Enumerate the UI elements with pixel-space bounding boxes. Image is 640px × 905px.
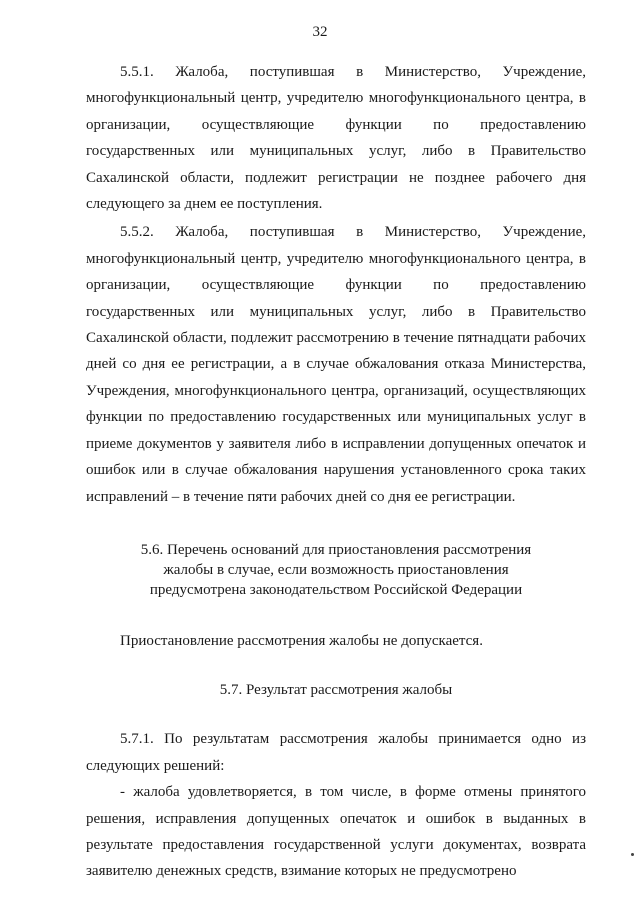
section-heading-5-6-line-3: предусмотрена законодательством Российской Федерации	[149, 581, 523, 598]
scan-speck	[631, 853, 634, 856]
page-number: 32	[312, 24, 328, 40]
paragraph-5-5-2: 5.5.2. Жалоба, поступившая в Министерство, Учреждение, многофункциональный центр, учредителю многофункционального центра, в организации, осуществляющие функции по предоставлению государственных или муниципальных услуг, либо в Правительство Сахалинской области, подлежит рассмотрению в течение пятнадцати рабочих дней со дня ее регистрации, а в случае обжалования отказа Министерства, Учреждения, многофункционального центра, организаций, осуществляющих функции по предоставлению государственных или муниципальных услуг в приеме документов у заявителя либо в исправлении допущенных опечаток и ошибок или в случае обжалования нарушения установленного срока таких исправлений – в течение пяти рабочих дней со дня ее регистрации.	[86, 224, 586, 505]
paragraph-5-7-1: 5.7.1. По результатам рассмотрения жалобы принимается одно из следующих решений:	[86, 731, 586, 774]
section-heading-5-6	[86, 540, 586, 600]
section-heading-5-6-line-1: 5.6. Перечень оснований для приостановления рассмотрения	[140, 541, 532, 558]
paragraph-5-5-1: 5.5.1. Жалоба, поступившая в Министерство, Учреждение, многофункциональный центр, учредителю многофункционального центра, в организации, осуществляющие функции по предоставлению государственных или муниципальных услуг, либо в Правительство Сахалинской области, подлежит регистрации не позднее рабочего дня следующего за днем ее поступления.	[86, 64, 586, 213]
document-body	[86, 59, 586, 885]
section-heading-5-7: 5.7. Результат рассмотрения жалобы	[219, 682, 453, 699]
paragraph-5-7-1-item-1: - жалоба удовлетворяется, в том числе, в форме отмены принятого решения, исправления допущенных опечаток и ошибок в выданных в результате предоставления государственной услуги документах, возврата заявителю денежных средств, взимание которых не предусмотрено	[86, 784, 586, 880]
paragraph-5-6-text: Приостановление рассмотрения жалобы не допускается.	[120, 632, 483, 649]
section-heading-5-6-line-2: жалобы в случае, если возможность приостановления	[163, 561, 509, 578]
